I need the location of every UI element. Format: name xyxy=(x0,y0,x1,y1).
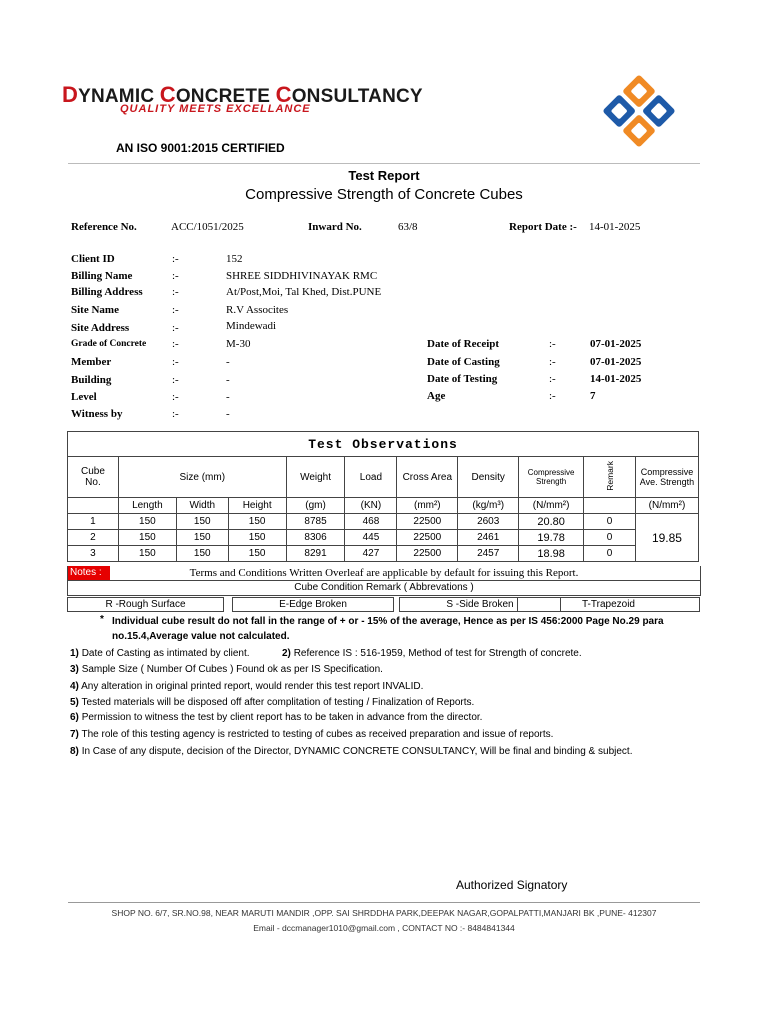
term-1: 1) Date of Casting as intimated by client. xyxy=(70,648,250,659)
billing-address-value: At/Post,Moi, Tal Khed, Dist.PUNE xyxy=(226,286,382,298)
cube-strength: 20.80 xyxy=(519,514,584,530)
notes-text: Terms and Conditions Written Overleaf are applicable by default for issuing this Report. xyxy=(189,567,579,579)
site-name-sep: :- xyxy=(172,304,179,316)
cube-length: 150 xyxy=(118,514,176,530)
testing-sep: :- xyxy=(549,373,556,385)
member-sep: :- xyxy=(172,356,179,368)
witness-value: - xyxy=(226,408,230,420)
header-weight: Weight xyxy=(286,457,345,498)
unit-density: (kg/m³) xyxy=(458,498,519,514)
term-4: 4) Any alteration in original printed report, would render this test report INVALID. xyxy=(70,681,424,692)
billing-name-label: Billing Name xyxy=(71,270,133,282)
unit-cube xyxy=(68,498,119,514)
level-label: Level xyxy=(71,391,97,403)
site-address-value: Mindewadi xyxy=(226,320,277,332)
report-date-label: Report Date :- xyxy=(509,221,577,233)
header-size: Size (mm) xyxy=(118,457,286,498)
company-name: DYNAMIC CONCRETE CONSULTANCY xyxy=(62,82,423,107)
unit-area: (mm²) xyxy=(397,498,458,514)
witness-label: Witness by xyxy=(71,408,123,420)
notes-row xyxy=(67,566,701,581)
witness-sep: :- xyxy=(172,408,179,420)
report-subtitle: Compressive Strength of Concrete Cubes xyxy=(245,186,523,203)
term-6: 6) Permission to witness the test by client report has to be taken in advance from the director. xyxy=(70,712,483,723)
cube-area: 22500 xyxy=(397,546,458,562)
company-tagline: QUALITY MEETS EXCELLANCE xyxy=(120,103,311,115)
casting-label: Date of Casting xyxy=(427,356,500,368)
receipt-sep: :- xyxy=(549,338,556,350)
table-row xyxy=(68,530,699,546)
client-id-label: Client ID xyxy=(71,253,115,265)
billing-address-sep: :- xyxy=(172,286,179,298)
header-cube: Cube No. xyxy=(68,457,119,498)
cube-weight: 8291 xyxy=(286,546,345,562)
cube-area: 22500 xyxy=(397,514,458,530)
term-5: 5) Tested materials will be disposed off after complitation of testing / Finalization of Reports. xyxy=(70,697,475,708)
header-load: Load xyxy=(345,457,397,498)
cube-weight: 8306 xyxy=(286,530,345,546)
header-area: Cross Area xyxy=(397,457,458,498)
receipt-value: 07-01-2025 xyxy=(590,338,642,350)
report-date-value: 14-01-2025 xyxy=(589,221,641,233)
billing-name-sep: :- xyxy=(172,270,179,282)
header-remark: Remark xyxy=(584,457,636,498)
cube-load: 468 xyxy=(345,514,397,530)
condition-edge: E-Edge Broken xyxy=(232,597,394,612)
cube-no: 3 xyxy=(68,546,119,562)
cube-height: 150 xyxy=(228,530,286,546)
casting-sep: :- xyxy=(549,356,556,368)
cube-length: 150 xyxy=(118,530,176,546)
cube-width: 150 xyxy=(176,530,228,546)
testing-value: 14-01-2025 xyxy=(590,373,642,385)
age-value: 7 xyxy=(590,390,596,402)
table-row xyxy=(68,546,699,562)
casting-value: 07-01-2025 xyxy=(590,356,642,368)
condition-rough: R -Rough Surface xyxy=(67,597,224,612)
member-value: - xyxy=(226,356,230,368)
cube-no: 2 xyxy=(68,530,119,546)
inward-value: 63/8 xyxy=(398,221,418,233)
term-3: 3) Sample Size ( Number Of Cubes ) Found ok as per IS Specification. xyxy=(70,664,383,675)
term-7: 7) The role of this testing agency is restricted to testing of cubes as received preparation and issue of reports. xyxy=(70,729,554,740)
cube-height: 150 xyxy=(228,514,286,530)
age-label: Age xyxy=(427,390,446,402)
cube-weight: 8785 xyxy=(286,514,345,530)
cube-height: 150 xyxy=(228,546,286,562)
observations-title: Test Observations xyxy=(68,432,699,457)
client-id-value: 152 xyxy=(226,253,243,265)
header-strength: Compressive Strength xyxy=(519,457,584,498)
site-address-sep: :- xyxy=(172,322,179,334)
cube-density: 2461 xyxy=(458,530,519,546)
iso-certification: AN ISO 9001:2015 CERTIFIED xyxy=(116,141,285,155)
grade-sep: :- xyxy=(172,338,179,350)
header-density: Density xyxy=(458,457,519,498)
condition-side: S -Side Broken xyxy=(399,597,561,612)
condition-legend xyxy=(67,597,701,611)
notes-label: Notes : xyxy=(68,566,110,580)
authorized-signatory: Authorized Signatory xyxy=(456,878,568,892)
cube-remark: 0 xyxy=(584,546,636,562)
individual-note: Individual cube result do not fall in the range of + or - 15% of the average, Hence as per IS 456:2000 Page No.29 para no.15.4,Average value not calculated. xyxy=(112,616,664,642)
cube-load: 445 xyxy=(345,530,397,546)
condition-trapezoid: T-Trapezoid xyxy=(517,597,700,612)
cube-strength: 18.98 xyxy=(519,546,584,562)
unit-avg: (N/mm²) xyxy=(635,498,698,514)
term-2: 2) Reference IS : 516-1959, Method of test for Strength of concrete. xyxy=(282,648,582,659)
bullet-icon: * xyxy=(100,614,104,625)
member-label: Member xyxy=(71,356,112,368)
header-avg-strength: Compressive Ave. Strength xyxy=(635,457,698,498)
footer-address: SHOP NO. 6/7, SR.NO.98, NEAR MARUTI MANDIR ,OPP. SAI SHRDDHA PARK,DEEPAK NAGAR,GOPALPATTI,MANJARI BK ,PUNE- 412307 xyxy=(111,908,657,918)
term-8: 8) In Case of any dispute, decision of the Director, DYNAMIC CONCRETE CONSULTANCY, Will be final and binding & subject. xyxy=(70,746,633,757)
building-sep: :- xyxy=(172,374,179,386)
billing-address-label: Billing Address xyxy=(71,286,143,298)
table-row xyxy=(68,514,699,530)
cube-remark: 0 xyxy=(584,514,636,530)
billing-name-value: SHREE SIDDHIVINAYAK RMC xyxy=(226,270,378,282)
condition-title: Cube Condition Remark ( Abbrevations ) xyxy=(67,580,701,596)
testing-label: Date of Testing xyxy=(427,373,498,385)
footer-divider xyxy=(68,902,700,903)
site-address-label: Site Address xyxy=(71,322,130,334)
cube-width: 150 xyxy=(176,514,228,530)
level-value: - xyxy=(226,391,230,403)
header-width: Width xyxy=(176,498,228,514)
building-value: - xyxy=(226,374,230,386)
header-divider xyxy=(68,163,700,164)
header-length: Length xyxy=(118,498,176,514)
client-id-sep: :- xyxy=(172,253,179,265)
observations-table xyxy=(67,431,699,562)
cube-length: 150 xyxy=(118,546,176,562)
company-logo xyxy=(598,70,680,152)
cube-no: 1 xyxy=(68,514,119,530)
site-name-value: R.V Assocites xyxy=(226,304,289,316)
building-label: Building xyxy=(71,374,112,386)
grade-value: M-30 xyxy=(226,338,251,350)
cube-load: 427 xyxy=(345,546,397,562)
age-sep: :- xyxy=(549,390,556,402)
level-sep: :- xyxy=(172,391,179,403)
reference-value: ACC/1051/2025 xyxy=(171,221,244,233)
header-height: Height xyxy=(228,498,286,514)
cube-strength: 19.78 xyxy=(519,530,584,546)
unit-remark xyxy=(584,498,636,514)
report-title: Test Report xyxy=(348,168,420,183)
grade-label: Grade of Concrete xyxy=(71,339,147,349)
receipt-label: Date of Receipt xyxy=(427,338,500,350)
reference-label: Reference No. xyxy=(71,221,137,233)
unit-load: (KN) xyxy=(345,498,397,514)
cube-density: 2457 xyxy=(458,546,519,562)
unit-strength: (N/mm²) xyxy=(519,498,584,514)
cube-area: 22500 xyxy=(397,530,458,546)
average-strength: 19.85 xyxy=(635,514,698,562)
site-name-label: Site Name xyxy=(71,304,119,316)
cube-density: 2603 xyxy=(458,514,519,530)
footer-contact: Email - dccmanager1010@gmail.com , CONTACT NO :- 8484841344 xyxy=(253,923,515,933)
cube-remark: 0 xyxy=(584,530,636,546)
inward-label: Inward No. xyxy=(308,221,362,233)
cube-width: 150 xyxy=(176,546,228,562)
unit-weight: (gm) xyxy=(286,498,345,514)
